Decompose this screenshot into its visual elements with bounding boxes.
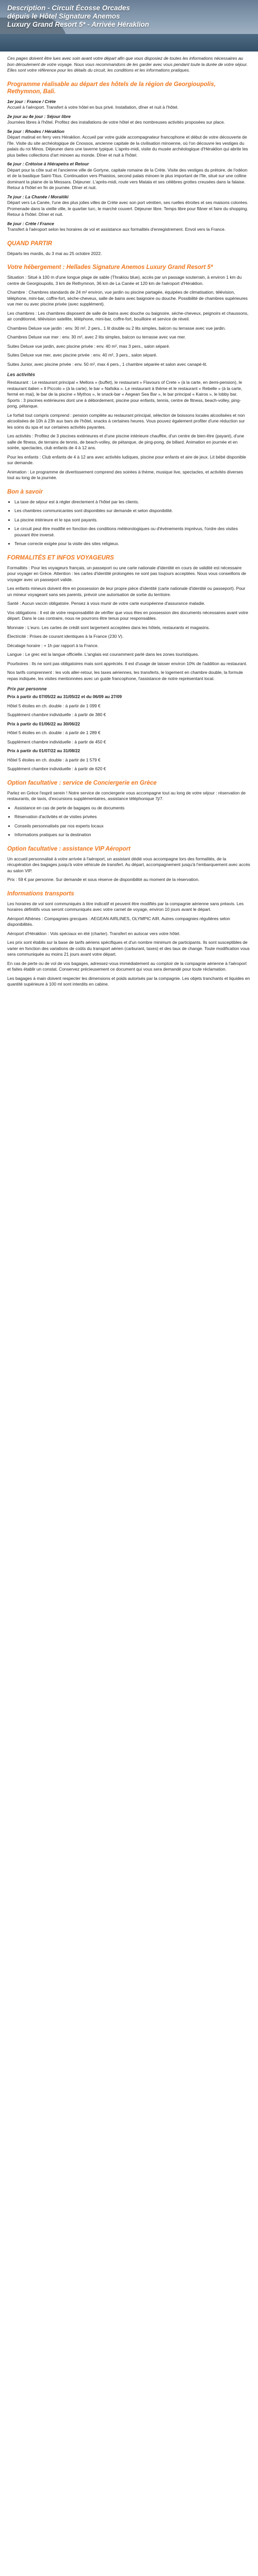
formalites-text-5: Monnaie : L'euro. Les cartes de crédit sont largement acceptées dans les hôtels, restaurants et magasins. bbox=[7, 624, 210, 630]
quand-heading: QUAND PARTIR bbox=[7, 240, 53, 247]
quand-text: Départs les mardis, du 3 mai au 25 octobre 2022. bbox=[7, 250, 102, 256]
bonasavoir-list bbox=[7, 499, 251, 547]
assistance-text-2: Prix : 59 € par personne. Sur demande et sous réserve de disponibilité au moment de la réservation. bbox=[7, 877, 200, 882]
program-day-text: Accueil à l'aéroport. Transfert à votre hôtel en bus privé. Installation, dîner et nuit à l'hôtel. bbox=[7, 105, 179, 110]
program-day bbox=[7, 194, 251, 218]
bonasavoir-item: • La piscine intérieure et le spa sont payants. bbox=[14, 517, 251, 523]
hotel-description: Situation : Situé à 100 m d'une longue plage de sable (Thrakiou blue), accès par un passage souterrain, à environ 1 km du centre de Georgioupolis, 3 km de Rethymnon, 36 km de La Canée et 120 km de l'aéroport d'Héraklion. bbox=[7, 275, 242, 286]
program-day-label: 5e jour : Rhodes / Héraklion bbox=[7, 128, 64, 134]
hotel-room-item: Suites Junior, avec piscine privée : env. 50 m², max 4 pers., 1 chambre séparée et salon avec canapé-lit. bbox=[7, 361, 207, 367]
infos-text-6: Les bagages à main doivent respecter les dimensions et poids autorisés par la compagnie. Les objets tranchants et liquides en quantité supérieure à 100 ml sont interdits en cabine. bbox=[7, 975, 250, 987]
option-item: • Réservation d'activités et de visites privées bbox=[14, 814, 251, 820]
program-day-text: Transfert à l'aéroport selon les horaires de vol et assistance aux formalités d'enregistrement. Envol vers la France. bbox=[7, 227, 226, 232]
program-day-label: 1er jour : France / Crète bbox=[7, 98, 56, 104]
program-day-label: 6e jour : Crétoise à Hiérapetra et Retour bbox=[7, 161, 89, 166]
price-line: Hôtel 5 étoiles en ch. double : à partir de 1 289 € bbox=[7, 730, 101, 735]
option-heading: Option facultative : service de Conciergerie en Grèce bbox=[7, 779, 157, 786]
activities-heading: Les activités bbox=[7, 372, 36, 377]
infos-text-4: Les prix sont établis sur la base de tarifs aériens spécifiques et d'un nombre minimum de participants. Ils sont susceptibles de varier en fonction des variations de coûts du transport aérien (carburant, taxes) et des taux de change. Toute modification vous sera communiquée au moins 21 jours avant votre départ. bbox=[7, 940, 250, 957]
bonasavoir-heading: Bon à savoir bbox=[7, 488, 43, 495]
price-line: Hôtel 5 étoiles en ch. double : à partir de 1 579 € bbox=[7, 757, 101, 762]
page-title-line-2: dépuis le Hôtel Signature Anemos bbox=[7, 12, 120, 20]
option-list bbox=[7, 805, 251, 838]
option-item: • Conseils personnalisés par nos experts locaux bbox=[14, 823, 251, 829]
infos-text-1: Les horaires de vol sont communiqués à titre indicatif et peuvent être modifiés par la compagnie aérienne sans préavis. Les horaires définitifs vous seront communiqués avec votre carnet de voyage, environ 10 jours avant le départ. bbox=[7, 901, 244, 912]
program-heading: Programme réalisable au départ des hôtels de la région de Georgioupolis, Rethymnon, Bali. bbox=[7, 81, 216, 95]
formalites-text-4: Vos obligations : Il est de votre responsabilité de vérifier que vous êtes en possession des documents nécessaires avant votre départ. Dans le cas contraire, nous ne pourrons être tenus pour responsables. bbox=[7, 609, 248, 621]
bonasavoir-item: • Les chambres communicantes sont disponibles sur demande et selon disponibilité. bbox=[14, 508, 251, 514]
program-day-text: Départ vers La Canée, l'une des plus jolies villes de Crète avec son port vénitien, ses ruelles étroites et ses maisons colorées. Promenade dans la vieille ville, le quartier turc, le marché couvert. Déjeuner libre. Temps libre pour flâner et faire du shopping. Retour à l'hôtel. Dîner et nuit. bbox=[7, 200, 249, 217]
activities-text-5: Animation : Le programme de divertissement comprend des soirées à thème, musique live, spectacles, et activités diverses tout au long de la journée. bbox=[7, 469, 244, 480]
activities-text-3: Les activités : Profitez de 3 piscines extérieures et d'une piscine intérieure chauffée, d'un centre de bien-être (payant), d'une salle de fitness, de terrains de tennis, de beach-volley, de pétanque, de ping-pong, de billard. Animation en journée et en soirée, spectacles, club enfants de 4 à 12 ans. bbox=[7, 433, 245, 450]
page-title bbox=[7, 4, 251, 29]
option-item: • Informations pratiques sur la destination bbox=[14, 832, 251, 838]
price-line: Supplément chambre individuelle : à partir de 450 € bbox=[7, 739, 106, 744]
intro-text: Ces pages doivent être lues avec soin avant votre départ afin que vous disposiez de toutes les informations nécessaires au bon déroulement de votre voyage. Nous vous recommandons de les garder avec vous pendant toute la durée de votre séjour. Elles sont votre référence pour les détails du circuit, les conditions et les informations pratiques. bbox=[7, 56, 248, 73]
option-item: • Assistance en cas de perte de bagages ou de documents bbox=[14, 805, 251, 811]
program-list bbox=[7, 99, 251, 233]
main-content bbox=[0, 52, 258, 988]
program-day-label: 7e jour : La Chanée / Moraitiki bbox=[7, 194, 69, 199]
program-day bbox=[7, 99, 251, 111]
hotel-room-item: Suites Deluxe vue jardin, avec piscine privée : env. 40 m², max 3 pers., salon séparé. bbox=[7, 343, 170, 349]
hotel-room-item: Suites Deluxe vue mer, avec piscine privée : env. 40 m², 3 pers., salon séparé. bbox=[7, 352, 157, 358]
hotel-room-item: Chambres Deluxe vue jardin : env. 30 m², 2 pers., 1 lit double ou 2 lits simples, balcon ou terrasse avec vue jardin. bbox=[7, 325, 226, 331]
formalites-text-9: Pourboires : Ils ne sont pas obligatoires mais sont appréciés. Il est d'usage de laisser environ 10% de l'addition au restaurant. bbox=[7, 660, 248, 666]
prices-heading: Prix par personne bbox=[7, 686, 47, 691]
activities-text-2: Le forfait tout compris comprend : pension complète au restaurant principal, sélection de boissons locales alcoolisées et non alcoolisées de 10h à 23h aux bars de l'hôtel, snacks à certaines heures. Vous pouvez également profiter d'une réduction sur les soins du spa et sur certaines activités payantes. bbox=[7, 412, 245, 430]
program-day-label: 8e jour : Crète / France bbox=[7, 221, 54, 226]
program-day-text: Journées libres à l'hôtel. Profitez des installations de votre hôtel et des nombreuses activités proposées sur place. bbox=[7, 120, 225, 125]
activities-text-4: Pour les enfants : Club enfants de 4 à 12 ans avec activités ludiques, piscine pour enfants et aire de jeux. Lit bébé disponible sur demande. bbox=[7, 454, 246, 465]
price-line: Hôtel 5 étoiles en ch. double : à partir de 1 099 € bbox=[7, 703, 101, 708]
activities-text-1: Restaurant : Le restaurant principal « Mellora » (buffet), le restaurant « Flavours of Crete » (à la carte, en demi-pension), le restaurant italien « Il Piccolo » (à la carte), le bar « Nafsika ». Le restaurant à thème et le restaurant « Rebelle » (à la carte, fermé en mai), le bar de la piscine « Mythos », le snack-bar « Aegean Sea Bar », le bar principal « Kairos », le lobby bar. Sports : 3 piscines extérieures dont une à débordement, piscine pour enfants, tennis, centre de fitness, beach-volley, ping-pong, pétanque. bbox=[7, 380, 243, 409]
infos-text-2: Aéroport Athènes : Compagnies grecques : AEGEAN AIRLINES, OLYMPIC AIR. Autres compagnies régulières selon disponibilités. bbox=[7, 916, 230, 927]
price-line: Supplément chambre individuelle : à partir de 620 € bbox=[7, 766, 106, 771]
bonasavoir-item: • Le circuit peut être modifié en fonction des conditions météorologiques ou d'événements imprévus, l'ordre des visites pouvant être inversé. bbox=[14, 526, 251, 538]
program-day-text: Départ pour la côte sud et l'ancienne ville de Gortyne, capitale romaine de la Crète. Visite des vestiges du prétoire, de l'odéon et de la basilique Saint-Titus. Continuation vers Phaistos, second palais minoen le plus important de l'île, situé sur une colline dominant la plaine de la Messara. Déjeuner. L'après-midi, route vers Matala et ses célèbres grottes creusées dans la falaise. Retour à l'hôtel en fin de journée. Dîner et nuit. bbox=[7, 167, 248, 190]
price-line: Prix à partir du 01/07/22 au 31/08/22 bbox=[7, 748, 80, 753]
assistance-heading: Option facultative : assistance VIP Aéroport bbox=[7, 845, 131, 852]
hotel-heading: Votre hébergement : Hellades Signature Anemos Luxury Grand Resort 5* bbox=[7, 264, 213, 270]
page-title-line-1: Description - Circuit Écosse Orcades bbox=[7, 4, 130, 12]
formalites-heading: FORMALITÉS ET INFOS VOYAGEURS bbox=[7, 554, 114, 561]
program-day bbox=[7, 161, 251, 191]
page-title-line-3: Luxury Grand Resort 5* - Arrivée Héraklion bbox=[7, 21, 149, 28]
hotel-room-item: Les chambres : Les chambres disposent de salle de bains avec douche ou baignoire, sèche-cheveux, peignoirs et chaussons, air conditionné, télévision satellite, téléphone, mini-bar, coffre-fort, bouilloire et service de réveil. bbox=[7, 310, 249, 321]
prices-list bbox=[7, 694, 251, 772]
bonasavoir-item: • Tenue correcte exigée pour la visite des sites religieux. bbox=[14, 541, 251, 547]
infos-heading: Informations transports bbox=[7, 890, 74, 897]
formalites-text-1: Formalités : Pour les voyageurs français, un passeport ou une carte nationale d'identité en cours de validité est nécessaire pour voyager en Grèce. Attention : les cartes d'identité prolongées ne sont pas toujours acceptées. Nous vous conseillons de voyager avec un passeport valide. bbox=[7, 565, 246, 582]
formalites-text-8: Langue : Le grec est la langue officielle. L'anglais est couramment parlé dans les zones touristiques. bbox=[7, 652, 199, 657]
formalites-text-7: Décalage horaire : + 1h par rapport à la France. bbox=[7, 642, 99, 648]
hotel-room-item: Chambres Deluxe vue mer : env. 30 m², avec 2 lits simples, balcon ou terrasse avec vue mer. bbox=[7, 334, 186, 340]
price-line: Supplément chambre individuelle : à partir de 380 € bbox=[7, 712, 106, 717]
infos-text-5: En cas de perte ou de vol de vos bagages, adressez-vous immédiatement au comptoir de la compagnie aérienne à l'aéroport et faites établir un constat. Conservez précieusement ce document qui vous sera demandé pour toute réclamation. bbox=[7, 960, 247, 972]
program-day-label: 2e jour au 4e jour : Séjour libre bbox=[7, 113, 71, 119]
option-text: Parlez en Grèce l'esprit serein ! Notre service de conciergerie vous accompagne tout au long de votre séjour : réservation de restaurants, de taxis, d'excursions supplémentaires, assistance téléphonique 7j/7. bbox=[7, 790, 246, 801]
assistance-text-1: Un accueil personnalisé à votre arrivée à l'aéroport, un assistant dédié vous accompagne lors des formalités, de la récupération des bagages jusqu'à votre véhicule de transfert. Au départ, accompagnement jusqu'à l'embarquement avec accès au salon VIP. bbox=[7, 856, 250, 873]
program-day bbox=[7, 221, 251, 233]
hotel-room-list bbox=[7, 311, 251, 368]
formalites-text-6: Électricité : Prises de courant identiques à la France (230 V). bbox=[7, 634, 124, 639]
formalites-text-10: Nos tarifs comprennent : les vols aller-retour, les taxes aériennes, les transferts, le logement en chambre double, la formule repas indiquée, les visites mentionnées avec un guide francophone, l'assistance de notre représentant local. bbox=[7, 670, 243, 681]
program-day bbox=[7, 129, 251, 159]
formalites-text-3: Santé : Aucun vaccin obligatoire. Pensez à vous munir de votre carte européenne d'assurance maladie. bbox=[7, 601, 205, 606]
program-day bbox=[7, 114, 251, 126]
bonasavoir-item: • La taxe de séjour est à régler directement à l'hôtel par les clients. bbox=[14, 499, 251, 505]
hero-sea-shape bbox=[0, 34, 258, 52]
hero-banner bbox=[0, 0, 258, 52]
program-day-text: Départ matinal en ferry vers Héraklion. Accueil par votre guide accompagnateur francophone et début de votre découverte de l'île. Visite du site archéologique de Cnossos, ancienne capitale de la civilisation minoenne, où l'on découvre les vestiges du palais du roi Minos. Déjeuner dans une taverne typique. L'après-midi, visite du musée archéologique d'Héraklion qui abrite les plus belles collections d'art minoen au monde. Dîner et nuit à l'hôtel. bbox=[7, 134, 248, 158]
infos-text-3: Aéroport d'Héraklion : Vols spéciaux en été (charter). Transfert en autocar vers votre hôtel. bbox=[7, 930, 181, 936]
hotel-room-text: Chambre : Chambres standards de 24 m² environ, vue jardin ou piscine partagée, équipées de climatisation, télévision, téléphone, mini-bar, coffre-fort, sèche-cheveux, salle de bains avec baignoire ou douche. Possibilité de chambres supérieures vue mer ou avec piscine privée (avec supplément). bbox=[7, 290, 248, 307]
formalites-text-2: Les enfants mineurs doivent être en possession de leur propre pièce d'identité (carte nationale d'identité ou passeport). Pour un mineur voyageant sans ses parents, prévoir une autorisation de sortie du territoire. bbox=[7, 586, 246, 597]
price-line: Prix à partir du 01/06/22 au 30/06/22 bbox=[7, 721, 80, 726]
price-line: Prix à partir du 07/05/22 au 31/05/22 et du 06/09 au 27/09 bbox=[7, 694, 122, 699]
